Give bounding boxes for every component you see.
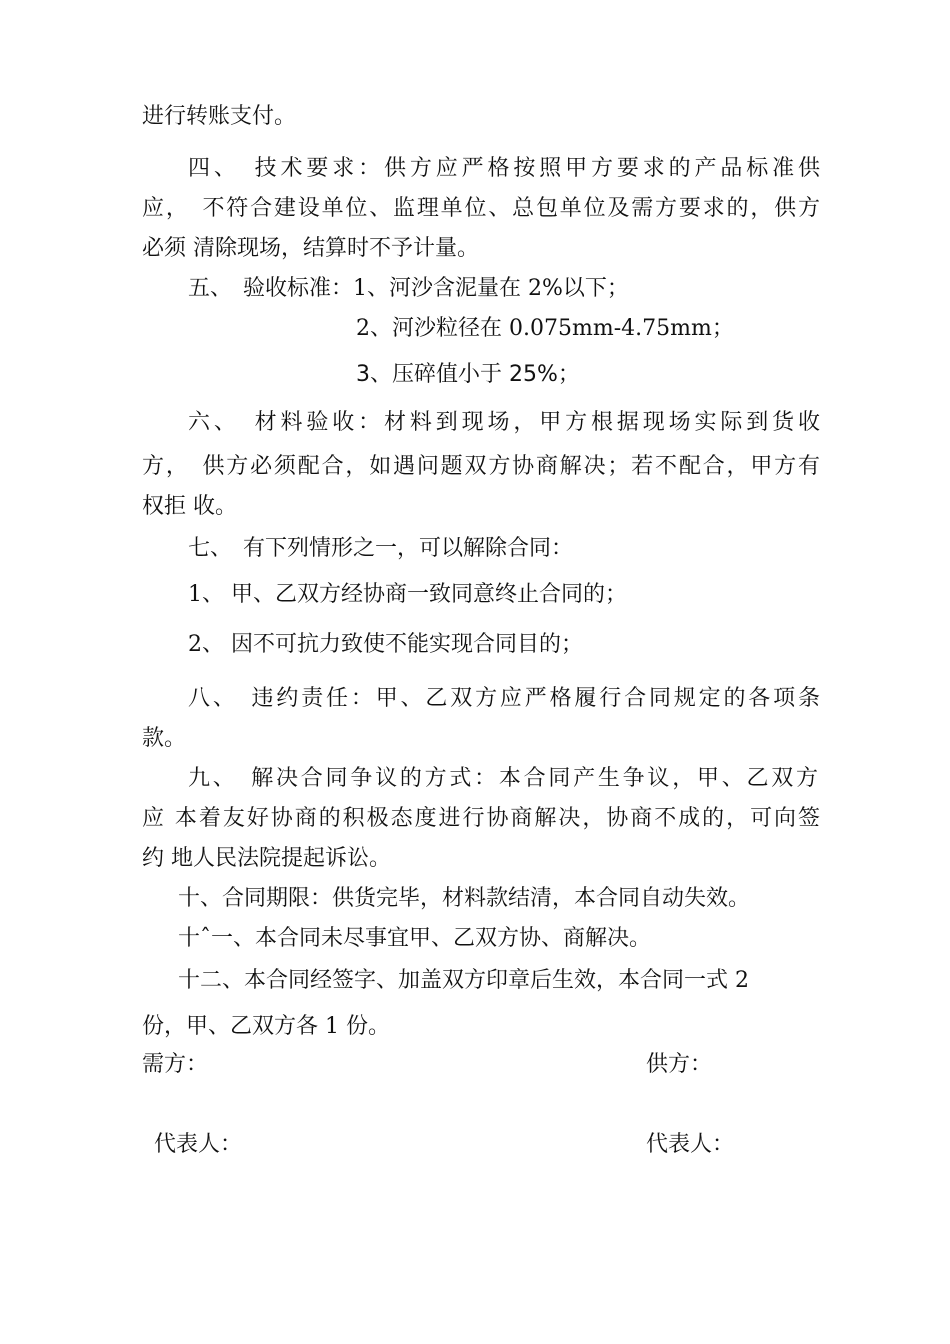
clause-5-item-3: 3、压碎值小于 25%； [356,362,580,387]
paragraph-line-payment: 进行转账支付。 [142,104,297,129]
clause-12-line-2: 份，甲、乙双方各 1 份。 [142,1014,390,1039]
clause-9-line-2: 应 本着友好协商的积极态度进行协商解决，协商不成的，可向签 [142,806,820,831]
buyer-representative-label: 代表人： [154,1132,243,1157]
clause-10-contract-term: 十、合同期限：供货完毕，材料款结清，本合同自动失效。 [178,886,751,911]
buyer-label: 需方： [142,1052,209,1077]
clause-7-item-2: 2、 因不可抗力致使不能实现合同目的； [188,632,583,657]
supplier-representative-label: 代表人： [646,1132,735,1157]
clause-7-termination: 七、 有下列情形之一，可以解除合同： [188,536,574,561]
clause-6-line-3: 权拒 收。 [142,494,237,519]
clause-4-line-2: 应， 不符合建设单位、监理单位、总包单位及需方要求的，供方 [142,196,820,221]
clause-12-effectiveness: 十二、本合同经签字、加盖双方印章后生效，本合同一式 2 [178,968,749,993]
clause-9-line-3: 约 地人民法院提起诉讼。 [142,846,391,871]
clause-6-line-2: 方， 供方必须配合，如遇问题双方协商解决；若不配合，甲方有 [142,454,820,479]
clause-8-line-2: 款。 [142,726,187,751]
clause-6-material-acceptance: 六、 材料验收：材料到现场，甲方根据现场实际到货收 [188,410,820,435]
supplier-label: 供方： [646,1052,713,1077]
clause-5-acceptance-standard: 五、 验收标准：1、河沙含泥量在 2%以下； [188,276,629,301]
clause-7-item-1: 1、 甲、乙双方经协商一致同意终止合同的； [188,582,627,607]
clause-9-dispute-resolution: 九、 解决合同争议的方式：本合同产生争议，甲、乙双方 [188,766,818,791]
clause-4-technical-requirements: 四、 技术要求：供方应严格按照甲方要求的产品标准供 [188,156,820,181]
clause-8-breach-liability: 八、 违约责任：甲、乙双方应严格履行合同规定的各项条 [188,686,820,711]
clause-5-item-2: 2、河沙粒径在 0.075mm-4.75mm； [356,316,734,341]
clause-11-other-matters: 十ˆ一、本合同未尽事宜甲、乙双方协、商解决。 [178,926,652,951]
clause-4-line-3: 必须 清除现场，结算时不予计量。 [142,236,479,261]
